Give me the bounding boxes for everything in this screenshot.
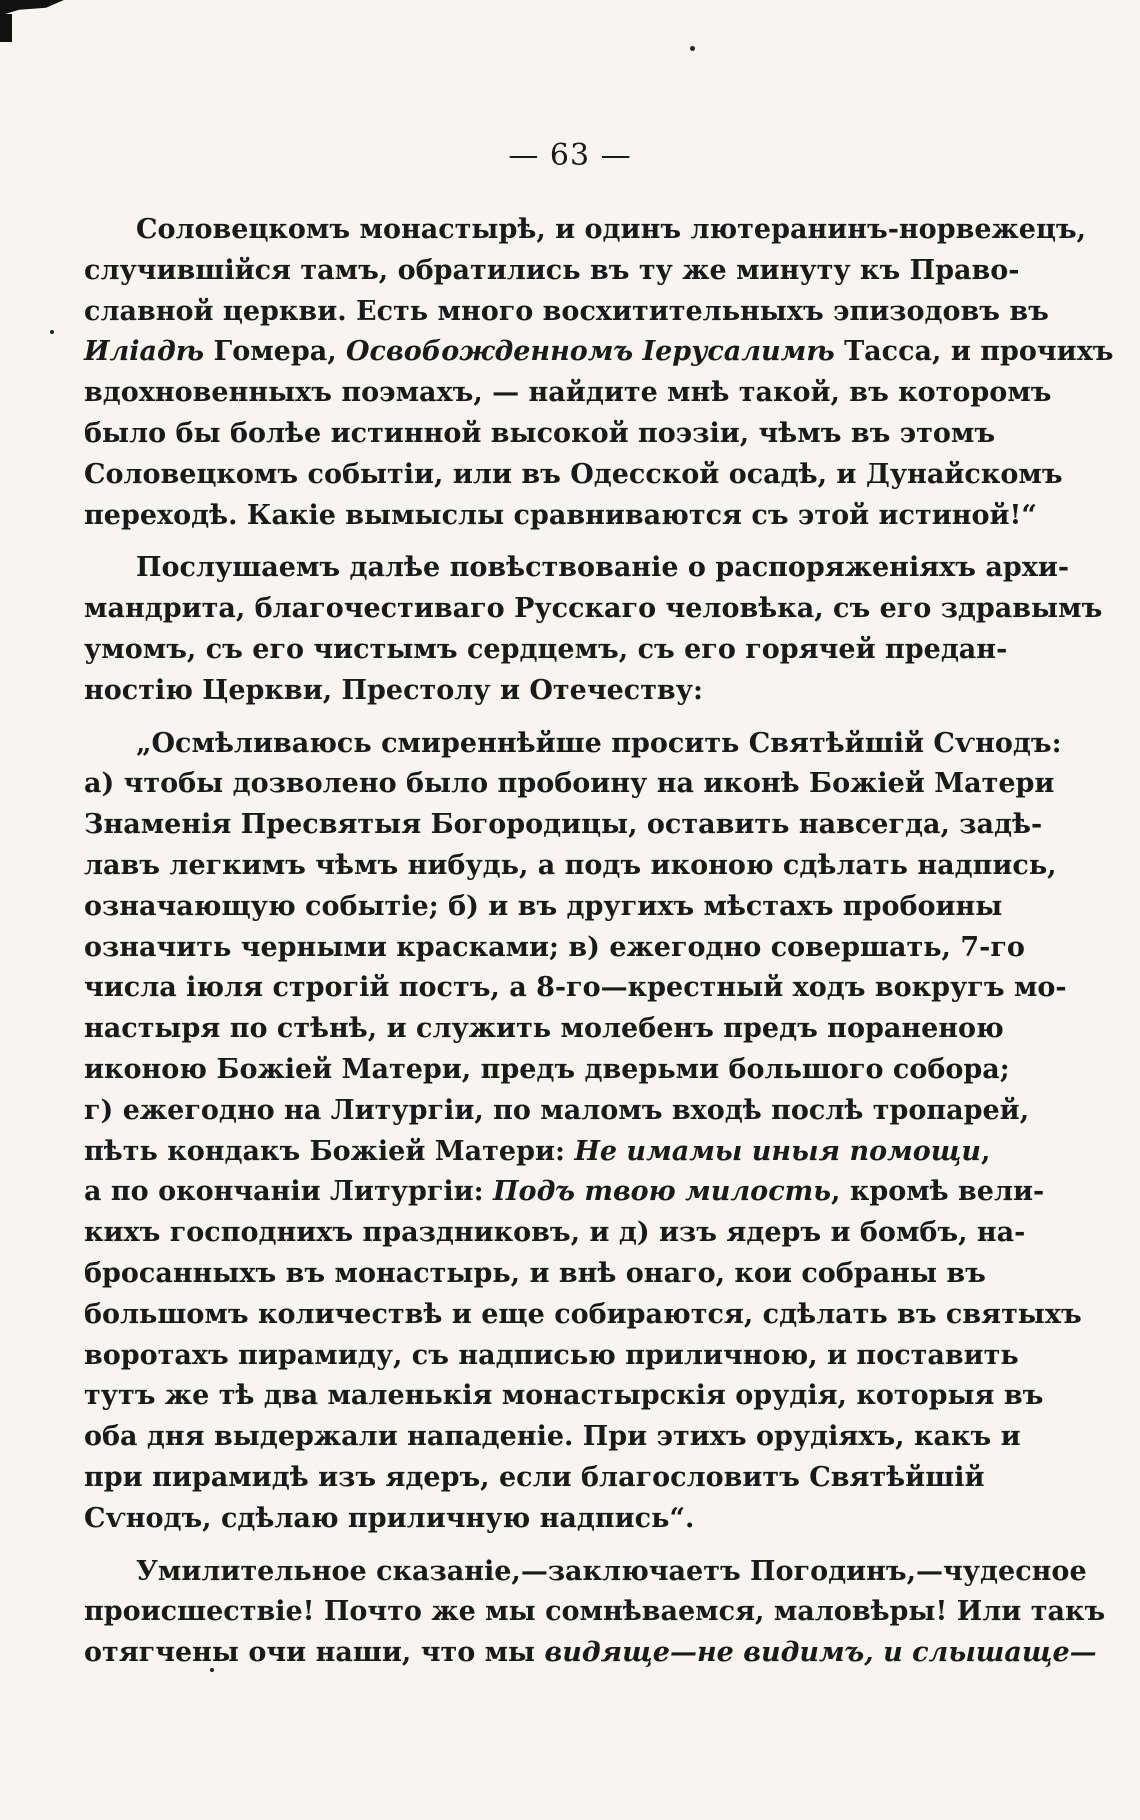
paragraph-gap: [84, 1540, 926, 1552]
text-line: [84, 292, 1049, 333]
text-segment: настыря по стѣнѣ, и служить молебенъ предъ пораненою: [84, 1013, 1004, 1045]
italic-text: Иліадѣ: [84, 336, 205, 368]
text-segment: Сѵнодъ, сдѣлаю приличную надпись“.: [84, 1502, 695, 1534]
text-line: [84, 1552, 1087, 1593]
paragraph: [84, 724, 1082, 1540]
text-segment: означить черными красками; в) ежегодно совершать, 7-го: [84, 931, 1025, 963]
page-number: — 63 —: [508, 138, 632, 173]
text-segment: ,: [981, 1135, 991, 1167]
text-line: [84, 887, 1003, 928]
text-segment: славной церкви. Есть много восхитительныхъ эпизодовъ въ: [84, 295, 1049, 327]
italic-text: видяще—не видимъ, и слышаще—: [544, 1637, 1097, 1669]
text-segment: вдохновенныхъ поэмахъ, — найдите мнѣ такой, въ которомъ: [84, 377, 1052, 409]
text-line: [84, 1091, 1030, 1132]
text-segment: Послушаемъ далѣе повѣствованіе о распоряженіяхъ архи-: [136, 552, 1070, 584]
text-segment: Гомера,: [204, 336, 347, 368]
text-line: [84, 548, 1070, 589]
scan-corner-mark: [0, 14, 12, 42]
text-line: [84, 414, 996, 455]
text-line: [84, 496, 1037, 537]
text-line: [84, 1458, 985, 1499]
text-segment: Тасса, и прочихъ: [834, 336, 1114, 368]
paragraph-gap: [84, 536, 926, 548]
text-segment: мандрита, благочестиваго Русскаго человѣка, съ его здравымъ: [84, 593, 1103, 625]
text-segment: лавъ легкимъ чѣмъ нибудь, а подъ иконою сдѣлать надпись,: [84, 849, 1057, 881]
text-segment: было бы болѣе истинной высокой поэзіи, чѣмъ въ этомъ: [84, 417, 996, 449]
text-line: [84, 1172, 1045, 1213]
text-segment: отягчены очи наши, что мы: [84, 1637, 545, 1669]
paragraph: [84, 210, 1114, 536]
text-line: [84, 1592, 1106, 1633]
text-segment: числа іюля строгій постъ, а 8-го—крестный ходъ вокругъ мо-: [84, 972, 1067, 1004]
text-segment: „Осмѣливаюсь смиреннѣйше просить Святѣйшій Сѵнодъ:: [136, 727, 1062, 759]
scan-corner-mark: [0, 0, 64, 14]
text-segment: означающую событіе; б) и въ другихъ мѣстахъ пробоины: [84, 890, 1003, 922]
text-line: [84, 630, 1008, 671]
text-line: [84, 1633, 1097, 1674]
text-line: [84, 724, 1062, 765]
text-line: [84, 332, 1114, 373]
text-line: [84, 671, 926, 712]
text-segment: тутъ же тѣ два маленькія монастырскія орудія, которыя въ: [84, 1380, 1044, 1412]
text-line: [84, 805, 1043, 846]
text-segment: Знаменія Пресвятыя Богородицы, оставить навсегда, задѣ-: [84, 809, 1043, 841]
text-line: [84, 928, 1025, 969]
text-segment: умомъ, съ его чистымъ сердцемъ, съ его горячей предан-: [84, 633, 1008, 665]
text-line: [84, 1050, 1010, 1091]
text-line: [84, 1009, 1004, 1050]
text-segment: , кромѣ вели-: [831, 1176, 1045, 1208]
text-segment: большомъ количествѣ и еще собираются, сдѣлать въ святыхъ: [84, 1298, 1082, 1330]
text-line: [84, 455, 1063, 496]
italic-text: Не имамы иныя помощи: [574, 1135, 982, 1167]
text-line: [84, 1336, 1019, 1377]
text-segment: происшествіе! Почто же мы сомнѣваемся, маловѣры! Или такъ: [84, 1596, 1106, 1628]
text-segment: бросанныхъ въ монастырь, и внѣ онаго, кои собраны въ: [84, 1257, 986, 1289]
text-line: [84, 210, 1087, 251]
italic-text: Освобожденномъ Іерусалимѣ: [346, 336, 835, 368]
text-segment: а по окончаніи Литургіи:: [84, 1176, 494, 1208]
text-line: [84, 764, 1055, 805]
text-segment: при пирамидѣ изъ ядеръ, если благословитъ Святѣйшій: [84, 1461, 985, 1493]
text-line: [84, 1254, 986, 1295]
text-segment: иконою Божіей Матери, предъ дверьми большого собора;: [84, 1053, 1010, 1085]
body-text: [84, 210, 1114, 1674]
text-line: [84, 1376, 1044, 1417]
text-segment: Соловецкомъ событіи, или въ Одесской осадѣ, и Дунайскомъ: [84, 458, 1063, 490]
text-line: [84, 846, 1057, 887]
paragraph-gap: [84, 712, 926, 724]
text-segment: Соловецкомъ монастырѣ, и одинъ лютеранинъ-норвежецъ,: [136, 214, 1087, 245]
scan-speck: [50, 330, 54, 334]
text-line: [84, 1132, 991, 1173]
italic-text: Подъ твою милость: [493, 1176, 832, 1208]
text-line: [84, 589, 1103, 630]
text-segment: Умилительное сказаніе,—заключаетъ Погодинъ,—чудесное: [136, 1555, 1087, 1587]
scan-speck: [690, 46, 695, 51]
text-line: [84, 1295, 1082, 1336]
text-segment: а) чтобы дозволено было пробоину на иконѣ Божіей Матери: [84, 768, 1055, 800]
text-line: [84, 373, 1052, 414]
text-segment: кихъ господнихъ праздниковъ, и д) изъ ядеръ и бомбъ, на-: [84, 1217, 1026, 1249]
text-segment: воротахъ пирамиду, съ надписью приличною, и поставить: [84, 1339, 1019, 1371]
text-line: [84, 968, 1067, 1009]
text-segment: ностію Церкви, Престолу и Отечеству:: [84, 674, 703, 706]
text-line: [84, 251, 1020, 292]
text-segment: пѣть кондакъ Божіей Матери:: [84, 1135, 575, 1167]
text-line: [84, 1499, 926, 1540]
text-segment: переходѣ. Какіе вымыслы сравниваются съ этой истиной!“: [84, 499, 1037, 531]
text-segment: случившійся тамъ, обратились въ ту же минуту къ Право-: [84, 254, 1020, 286]
text-segment: г) ежегодно на Литургіи, по маломъ входѣ послѣ тропарей,: [84, 1094, 1030, 1126]
text-line: [84, 1417, 1021, 1458]
text-line: [84, 1213, 1026, 1254]
paragraph: [84, 548, 1103, 711]
text-segment: оба дня выдержали нападеніе. При этихъ орудіяхъ, какъ и: [84, 1421, 1021, 1453]
paragraph: [84, 1552, 1106, 1674]
